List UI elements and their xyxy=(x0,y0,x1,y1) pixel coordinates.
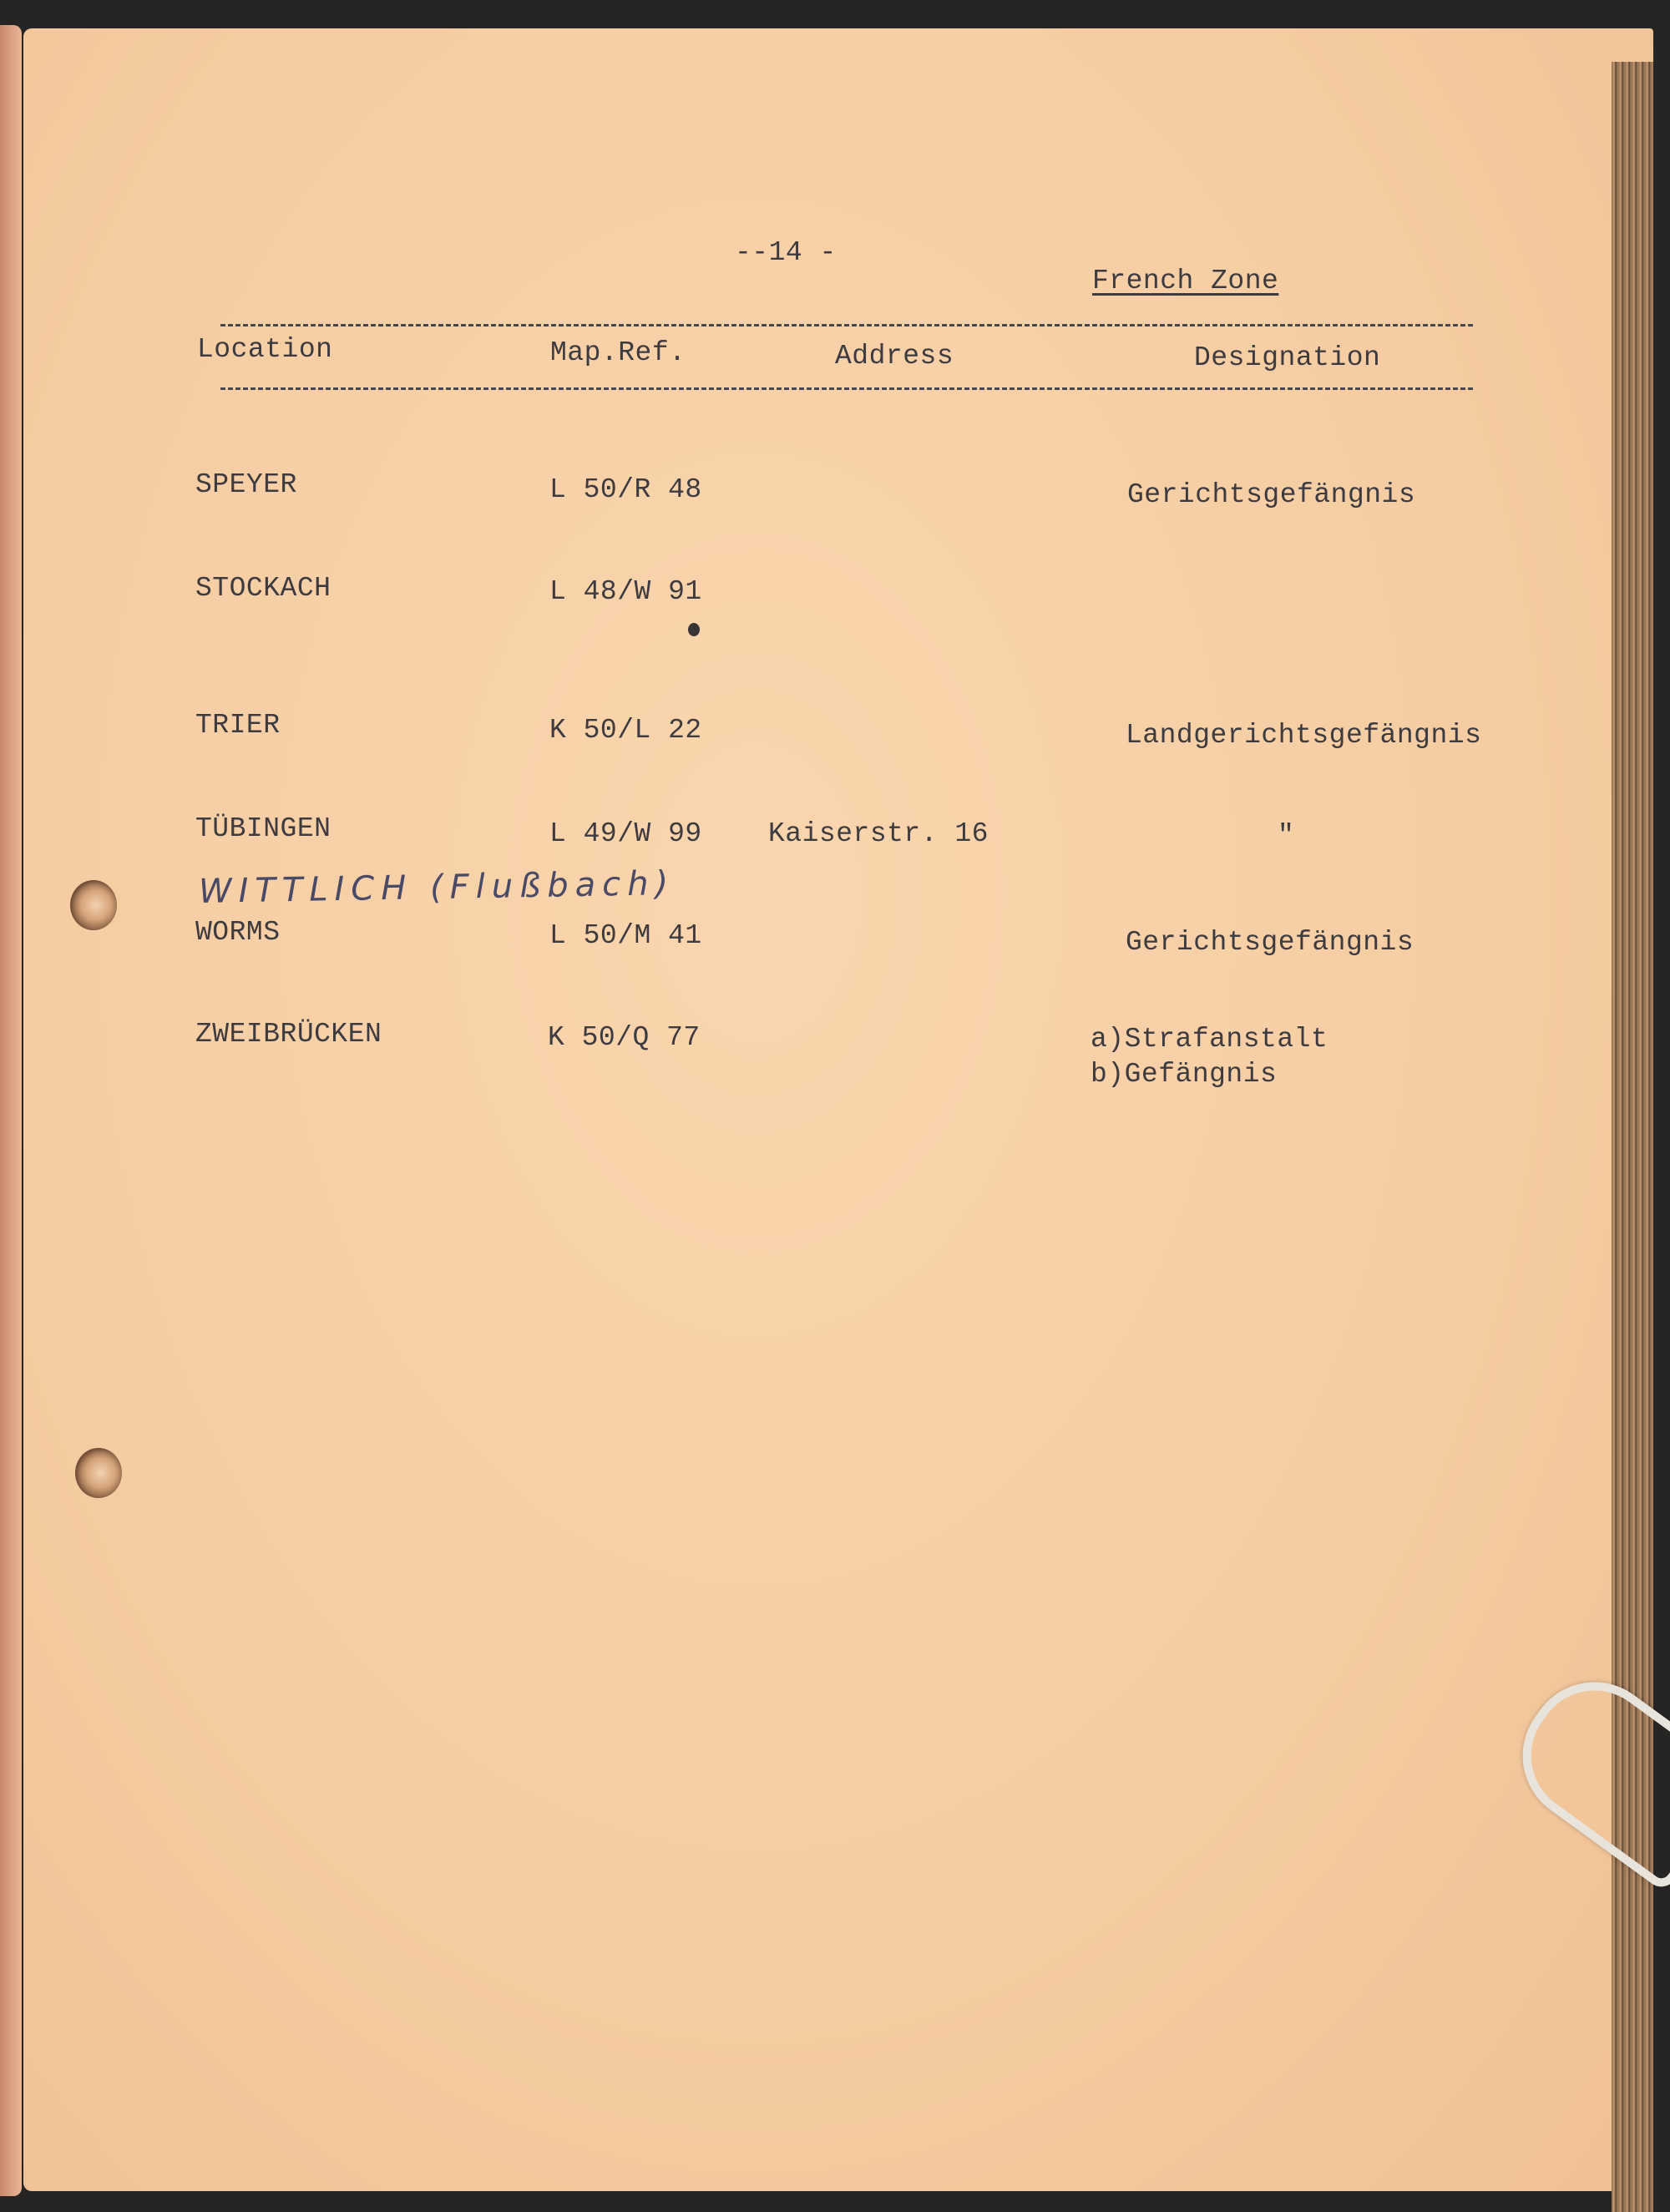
page-number: --14 - xyxy=(735,237,837,268)
punch-hole xyxy=(70,880,117,930)
zone-label: French Zone xyxy=(1092,266,1279,296)
row-location: SPEYER xyxy=(195,469,297,500)
designation-line-a: a)Strafanstalt xyxy=(1091,1024,1328,1055)
header-rule-bottom xyxy=(220,387,1473,390)
row-designation: Landgerichtsgefängnis xyxy=(1126,720,1482,751)
row-map-ref: L 48/W 91 xyxy=(549,576,702,607)
row-location: ZWEIBRÜCKEN xyxy=(195,1019,382,1050)
row-map-ref: L 50/R 48 xyxy=(549,474,702,505)
row-designation: Gerichtsgefängnis xyxy=(1127,479,1416,510)
row-map-ref: K 50/L 22 xyxy=(549,715,702,746)
row-location: TRIER xyxy=(195,710,281,741)
row-location: TÜBINGEN xyxy=(195,813,331,844)
punch-hole xyxy=(75,1448,122,1498)
page-stack-edge xyxy=(1612,62,1653,2212)
row-designation xyxy=(1091,1022,1328,1092)
row-map-ref: L 49/W 99 xyxy=(549,818,702,849)
row-location: WORMS xyxy=(195,917,281,948)
header-rule-top xyxy=(220,324,1473,326)
ink-dot xyxy=(688,623,700,636)
ditto-mark: " xyxy=(1278,820,1295,851)
document-page xyxy=(23,28,1653,2191)
row-location: STOCKACH xyxy=(195,573,331,604)
facing-page-edge xyxy=(0,25,22,2196)
column-header-designation: Designation xyxy=(1194,342,1381,373)
handwritten-note: WITTLICH (Flußbach) xyxy=(198,864,676,911)
row-address: Kaiserstr. 16 xyxy=(768,818,989,849)
column-header-map-ref: Map.Ref. xyxy=(550,337,686,368)
designation-line-b: b)Gefängnis xyxy=(1091,1059,1278,1090)
row-map-ref: L 50/M 41 xyxy=(549,920,702,951)
row-map-ref: K 50/Q 77 xyxy=(548,1022,701,1053)
column-header-address: Address xyxy=(835,341,954,372)
column-header-location: Location xyxy=(197,334,333,365)
row-designation: Gerichtsgefängnis xyxy=(1126,927,1414,958)
